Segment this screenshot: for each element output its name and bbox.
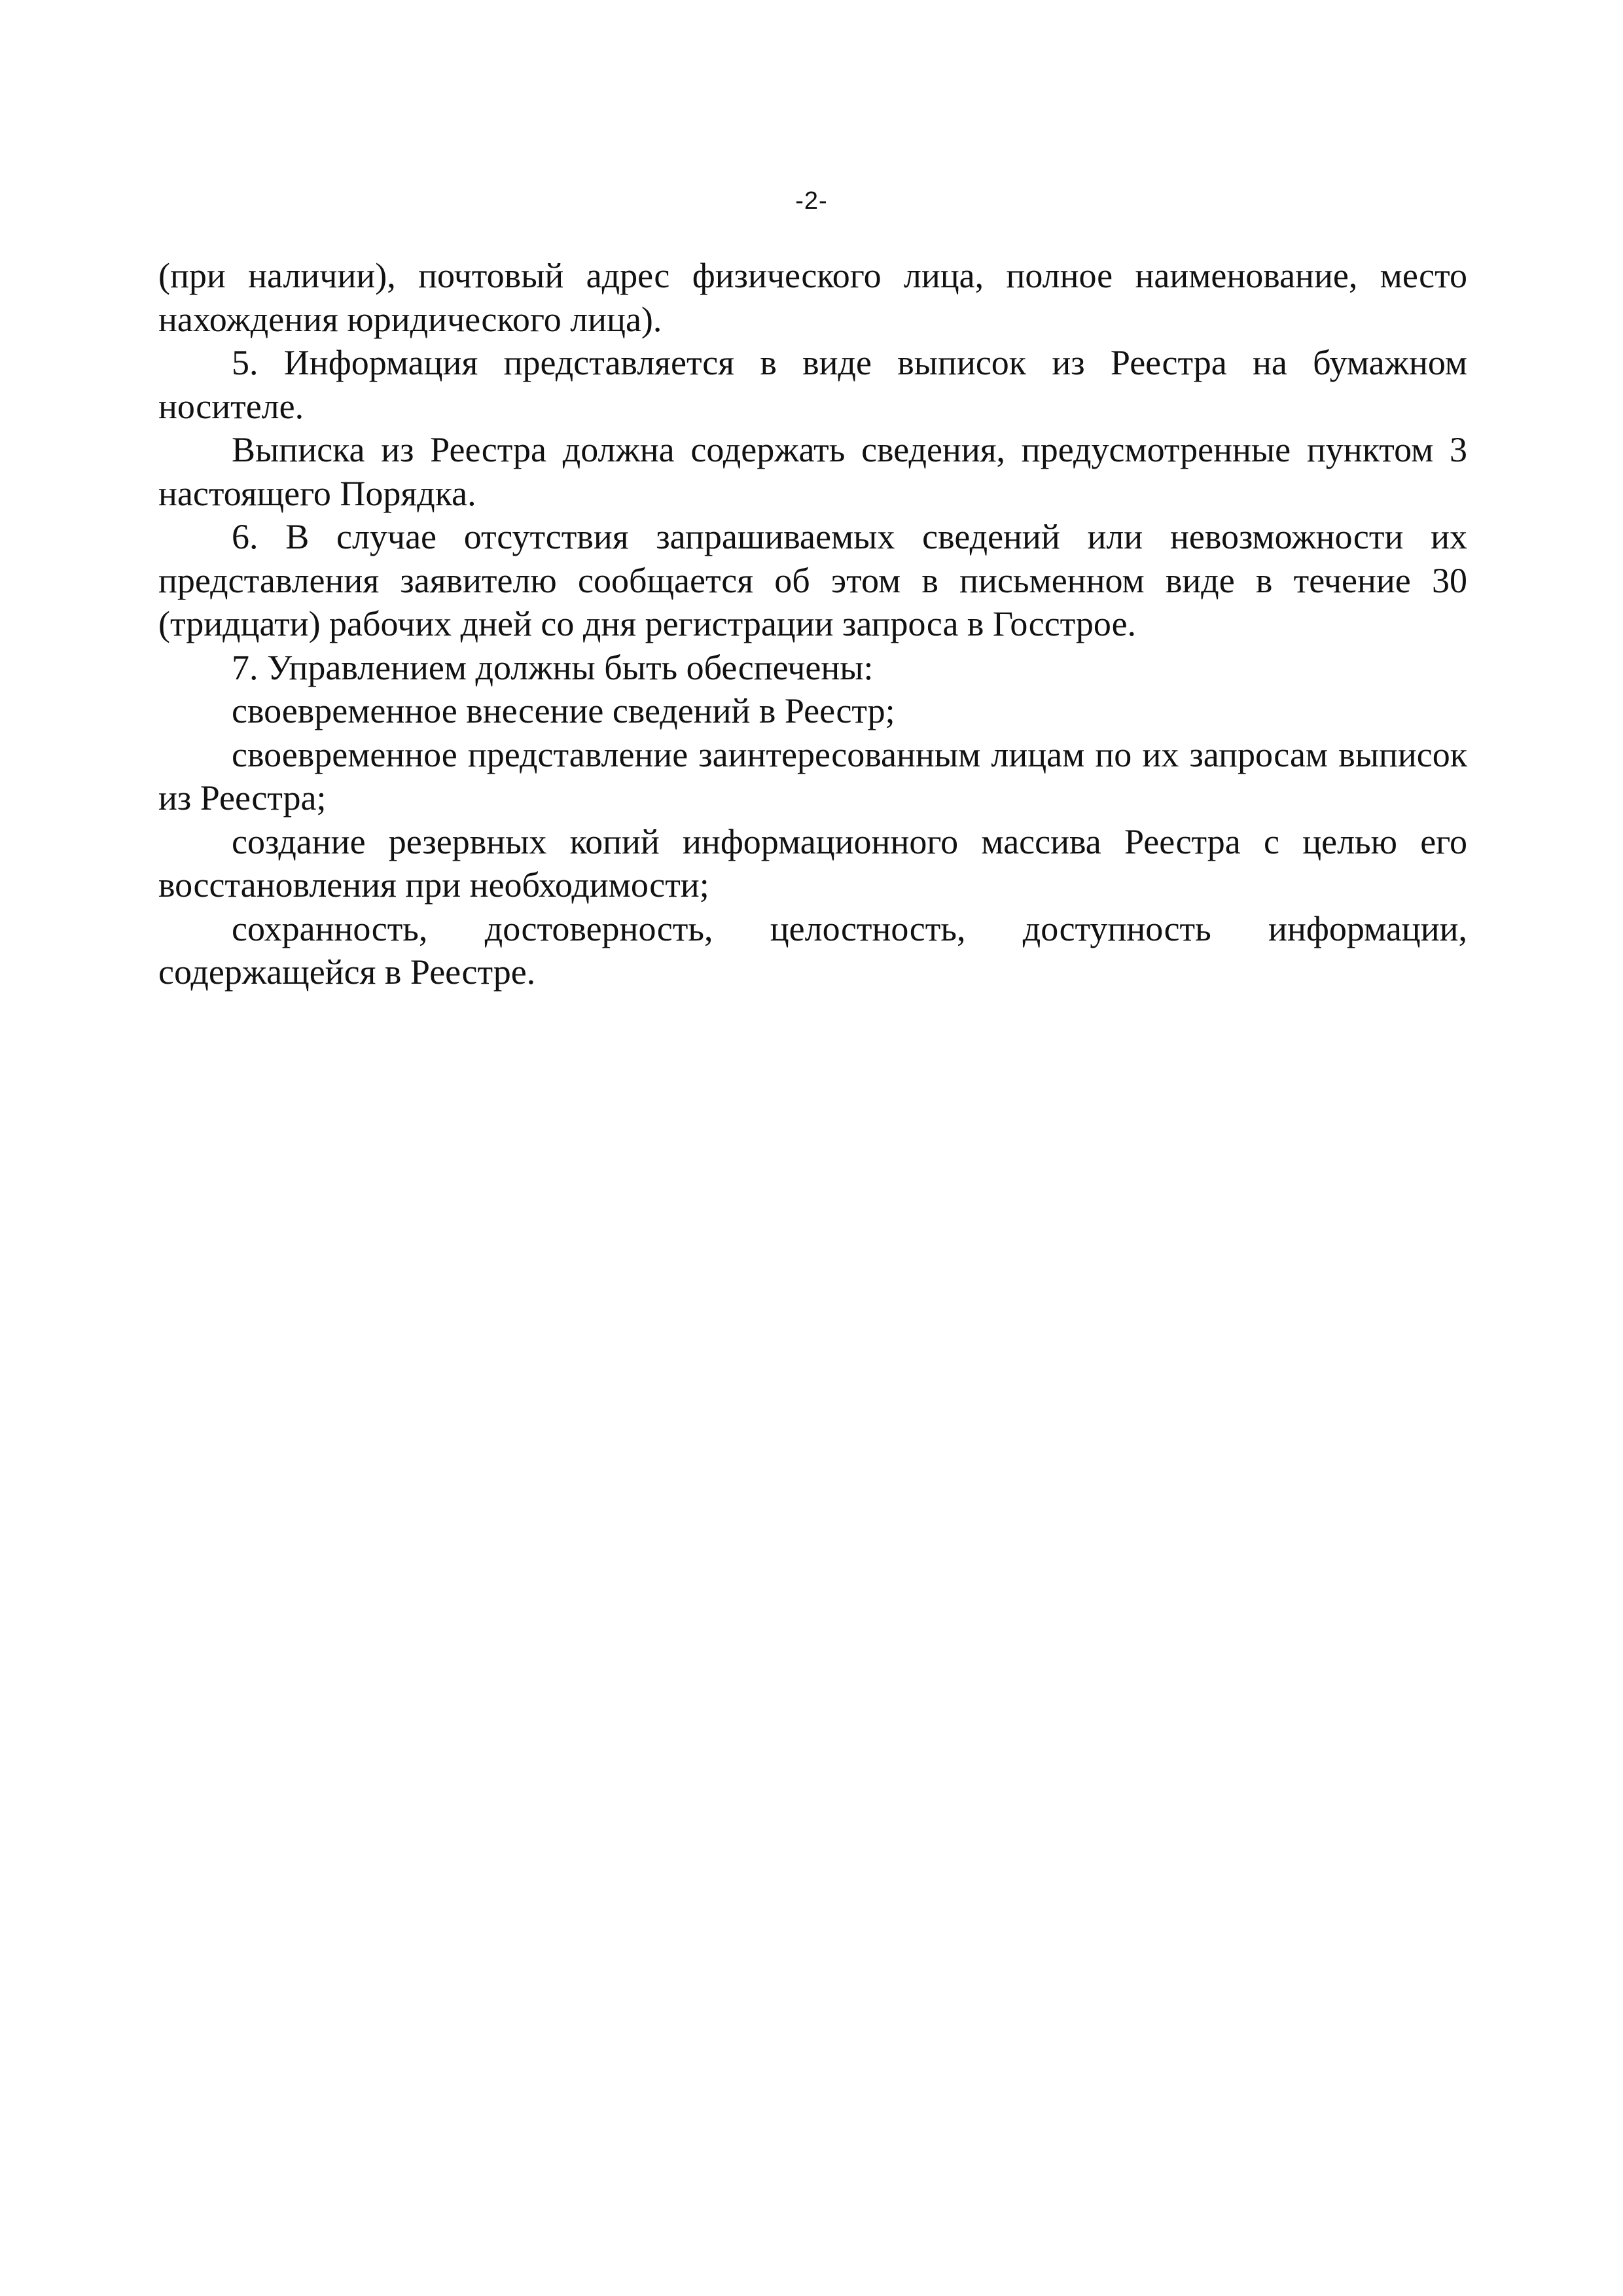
paragraph-address-continuation: (при наличии), почтовый адрес физического лица, полное наименование, место нахождения юридического лица). xyxy=(158,256,1467,339)
list-item-timely-entry: своевременное внесение сведений в Реестр; xyxy=(232,691,895,730)
document-body xyxy=(158,254,1467,994)
list-item-timely-provision: своевременное представление заинтересованным лицам по их запросам выписок из Реестра; xyxy=(158,734,1467,817)
page-number: -2- xyxy=(795,187,828,215)
paragraph-extract-content: Выписка из Реестра должна содержать сведения, предусмотренные пунктом 3 настоящего Порядка. xyxy=(158,430,1467,513)
list-item-backup-copies: создание резервных копий информационного массива Реестра с целью его восстановления при необходимости; xyxy=(158,821,1467,905)
list-item-information-integrity: сохранность, достоверность, целостность, доступность информации, содержащейся в Реестре. xyxy=(158,908,1467,992)
paragraph-item-7: 7. Управлением должны быть обеспечены: xyxy=(232,647,874,687)
paragraph-item-5: 5. Информация представляется в виде выписок из Реестра на бумажном носителе. xyxy=(158,343,1467,426)
paragraph-item-6: 6. В случае отсутствия запрашиваемых сведений или невозможности их представления заявителю сообщается об этом в письменном виде в течение 30 (тридцати) рабочих дней со дня регистрации запроса в Госстрое. xyxy=(158,517,1467,643)
